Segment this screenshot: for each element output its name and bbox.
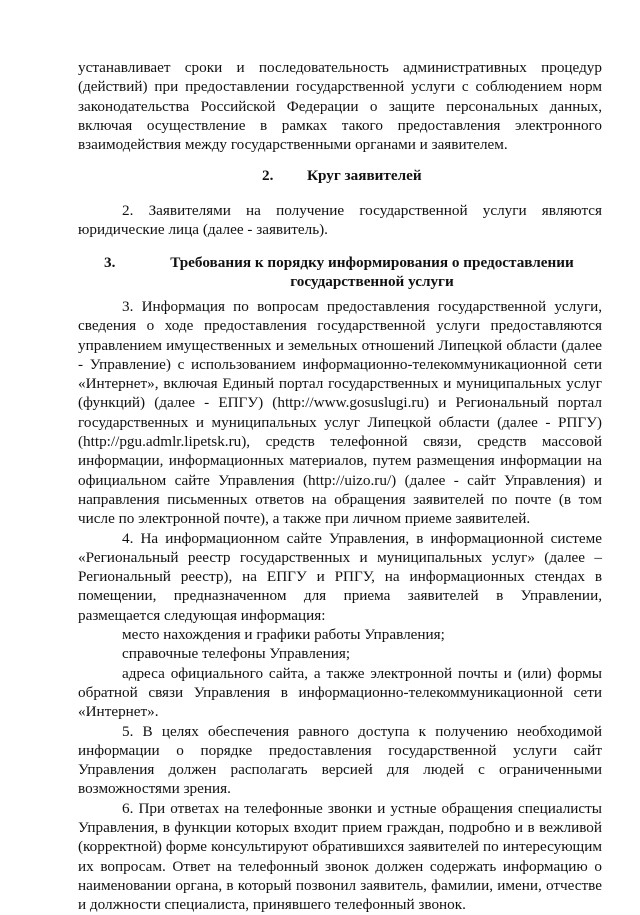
paragraph-6-text: 6. При ответах на телефонные звонки и устные обращения специалисты Управления, в функции которых входит прием граждан, подробно и в вежливой (корректной) форме консультируют обратившихся заявителей по интересующим их вопросам. Ответ на телефонный звонок должен содержать информацию о наименовании органа, в который позвонил заявитель, фамилии, имени, отчестве и должности специалиста, принявшего телефонный звонок. xyxy=(78,799,602,914)
intro-paragraph xyxy=(78,58,602,154)
section-2-heading xyxy=(262,166,422,185)
section-3-number: 3. xyxy=(104,254,116,271)
section-2-number: 2. xyxy=(262,167,274,184)
intro-text: устанавливает сроки и последовательность административных процедур (действий) при предоставлении государственной услуги с соблюдением норм законодательства Российской Федерации о защите персональных данных, включая осуществление в рамках такого предоставления электронного взаимодействия между государственными органами и заявителем. xyxy=(78,59,602,154)
list-item: место нахождения и графики работы Управления; xyxy=(122,626,445,644)
paragraph-3-text: 3. Информация по вопросам предоставления государственной услуги, сведения о ходе предоставления государственной услуги предоставляются управлением имущественных и земельных отношений Липецкой области (далее - Управление) с использованием информационно-телекоммуникационной сети «Интернет», включая Единый портал государственных и муниципальных услуг (функций) (далее - ЕПГУ) (http://www.gosuslugi.ru) и Региональный портал государственных и муниципальных услуг Липецкой области (далее - РПГУ) (http://pgu.admlr.lipetsk.ru), средств телефонной связи, средств массовой информации, информационных материалов, путем размещения информации на официальном сайте Управления (http://uizo.ru/) (далее - сайт Управления) и направления письменных ответов на обращения заявителей по почте (в том числе по электронной почте), а также при личном приеме заявителей. xyxy=(78,298,602,528)
section-3-heading xyxy=(104,253,602,291)
section-3-title-line-1: Требования к порядку информирования о предоставлении xyxy=(170,254,574,271)
body-paragraphs xyxy=(78,297,602,915)
section-3-title-line-2: государственной услуги xyxy=(290,273,454,290)
paragraph-4-text: 4. На информационном сайте Управления, в информационной системе «Региональный реестр государственных и муниципальных услуг» (далее – Региональный реестр), на ЕПГУ и РПГУ, на информационных стендах в помещении, предназначенном для приема заявителей в Управлении, размещается следующая информация: xyxy=(78,529,602,624)
paragraph-2 xyxy=(78,201,602,240)
list-item: справочные телефоны Управления; xyxy=(122,645,351,663)
paragraph-2-text: 2. Заявителями на получение государственной услуги являются юридические лица (далее - заявитель). xyxy=(78,202,602,239)
section-2-title: Круг заявителей xyxy=(306,167,422,184)
paragraph-5-text: 5. В целях обеспечения равного доступа к получению необходимой информации о порядке предоставления государственной услуги сайт Управления должен располагать версией для людей с ограниченными возможностями зрения. xyxy=(78,722,602,798)
list-item: адреса официального сайта, а также электронной почты и (или) формы обратной связи Управления в информационно-телекоммуникационной сети «Интернет». xyxy=(78,664,602,721)
